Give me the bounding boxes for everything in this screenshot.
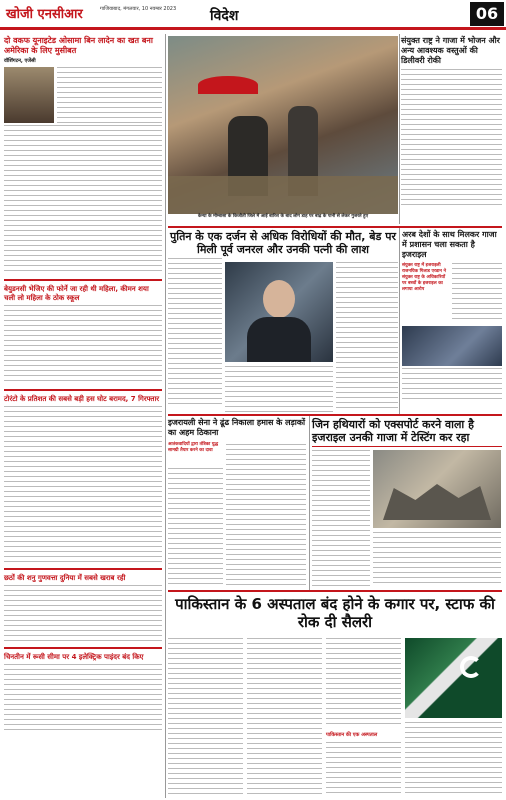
israel-story (402, 230, 502, 412)
flood-photo (168, 36, 398, 214)
hamas-body-cont (226, 444, 306, 586)
story1-headline: दो वकफ यूनाइटेड ओसामा बिन लादेन का खत बना अमेरिका के लिए मुसीबत (4, 36, 153, 55)
brand-name: खोजी एनसीआर (6, 7, 83, 22)
story4-body (4, 585, 162, 643)
divider (4, 647, 162, 649)
pakistan-body-4 (326, 742, 401, 796)
weapons-headline-accent (312, 446, 502, 447)
divider (168, 414, 502, 416)
story5-headline: चिनतीन में रूसी सीमा पर 4 इलेक्ट्रिक पाइंदर बंद किए (4, 653, 144, 661)
un-assembly-photo (402, 326, 502, 366)
story3-body (4, 406, 162, 564)
pakistan-body-1 (168, 638, 243, 796)
weapons-body-cont (373, 532, 501, 586)
un-gaza-headline: संयुक्त राष्ट्र ने गाजा में भोजन और अन्य आवश्यक वस्तुओं की डिलीवरी रोकी (401, 36, 500, 65)
story1-body-cont (4, 125, 162, 275)
pakistan-body-2 (247, 638, 322, 796)
column-rule (165, 34, 166, 798)
photo-caption: केन्या के मोम्बासा के किजौती जिले में आई बारिश के बाद लोग डाह पर बाढ़ के पानी से लेकर गुजरते हुए (197, 214, 369, 219)
divider (4, 279, 162, 281)
story5-body (4, 664, 162, 734)
masthead (0, 0, 506, 30)
putin-headline: पुतिन के एक दर्जन से अधिक विरोधियों की मौत, बेड पर मिली पूर्व जनरल और उनकी पत्नी की लाश (170, 230, 396, 256)
divider (4, 568, 162, 570)
pakistan-headline: पाकिस्तान के 6 अस्पताल बंद होने के कगार पर, स्टाफ की रोक दी सैलरी (175, 595, 495, 631)
weapons-body (312, 450, 370, 586)
pakistan-body-5 (405, 722, 502, 796)
putin-photo (225, 262, 333, 362)
putin-body-lower (225, 366, 333, 412)
column-rule (399, 228, 400, 414)
israel-headline: अरब देशों के साथ मिलकर गाजा में प्रशासन चला सकता है इजराइल (402, 230, 497, 259)
pakistan-body-3 (326, 638, 401, 728)
un-gaza-body (401, 69, 502, 209)
column-rule (309, 416, 310, 590)
putin-body-cont (336, 262, 398, 412)
pakistan-photo (405, 638, 502, 718)
hamas-subhead: आतंकवादियों द्वारा तंत्रिका युद्ध सामग्री तैयार करने का दावा (168, 442, 219, 453)
left-column (4, 36, 162, 798)
israel-subhead: संयुक्त राष्ट्र में इजराइली राजनयिक गिलाड एरडान ने संयुक्त राष्ट्र के अधिकारियों पर बच्चों के इजराइल का लगाया आरोप (402, 263, 446, 292)
date-line: गाजियाबाद, मंगलवार, 10 नवम्बर 2023 (100, 6, 177, 12)
page-number: 06 (470, 2, 504, 26)
story1-body (57, 67, 162, 123)
putin-body (168, 258, 222, 408)
divider (4, 389, 162, 391)
column-rule (399, 34, 400, 224)
weapons-photo (373, 450, 501, 528)
story4-headline: छठों की शनु गुणवत्ता दुनिया में सबसे खराब रही (4, 574, 126, 582)
weapons-headline: जिन हथियारों को एक्सपोर्ट करने वाला है इजराइल उनकी गाजा में टेस्टिंग कर रहा (312, 418, 474, 444)
story3-headline: टोरंटो के प्रतिशत की सबसे बड़ी हस घोट बरामद, 7 गिरफ्तार (4, 395, 160, 403)
pakistan-caption: पाकिस्तान की एक अस्पताल (326, 732, 378, 738)
israel-body (452, 263, 502, 323)
top-right-story (401, 36, 502, 224)
story2-body (4, 305, 162, 385)
israel-body-cont (402, 368, 502, 402)
story1-subhead: वॉशिंगटन, एजेंसी (4, 58, 36, 64)
hamas-body (168, 468, 223, 586)
divider (168, 226, 502, 228)
section-title: विदेश (210, 8, 239, 24)
bin-laden-photo (4, 67, 54, 123)
story2-headline: बेयुडनसी भेजिए की फोर्ने जा रही थी महिला, कीमन शया चली लो महिला के ठोक स्कूल (4, 285, 149, 302)
hamas-headline: इजरायली सेना ने ढूंढ निकाला हमास के लड़ाकों का अहम ठिकाना (168, 418, 306, 437)
divider (168, 590, 502, 592)
